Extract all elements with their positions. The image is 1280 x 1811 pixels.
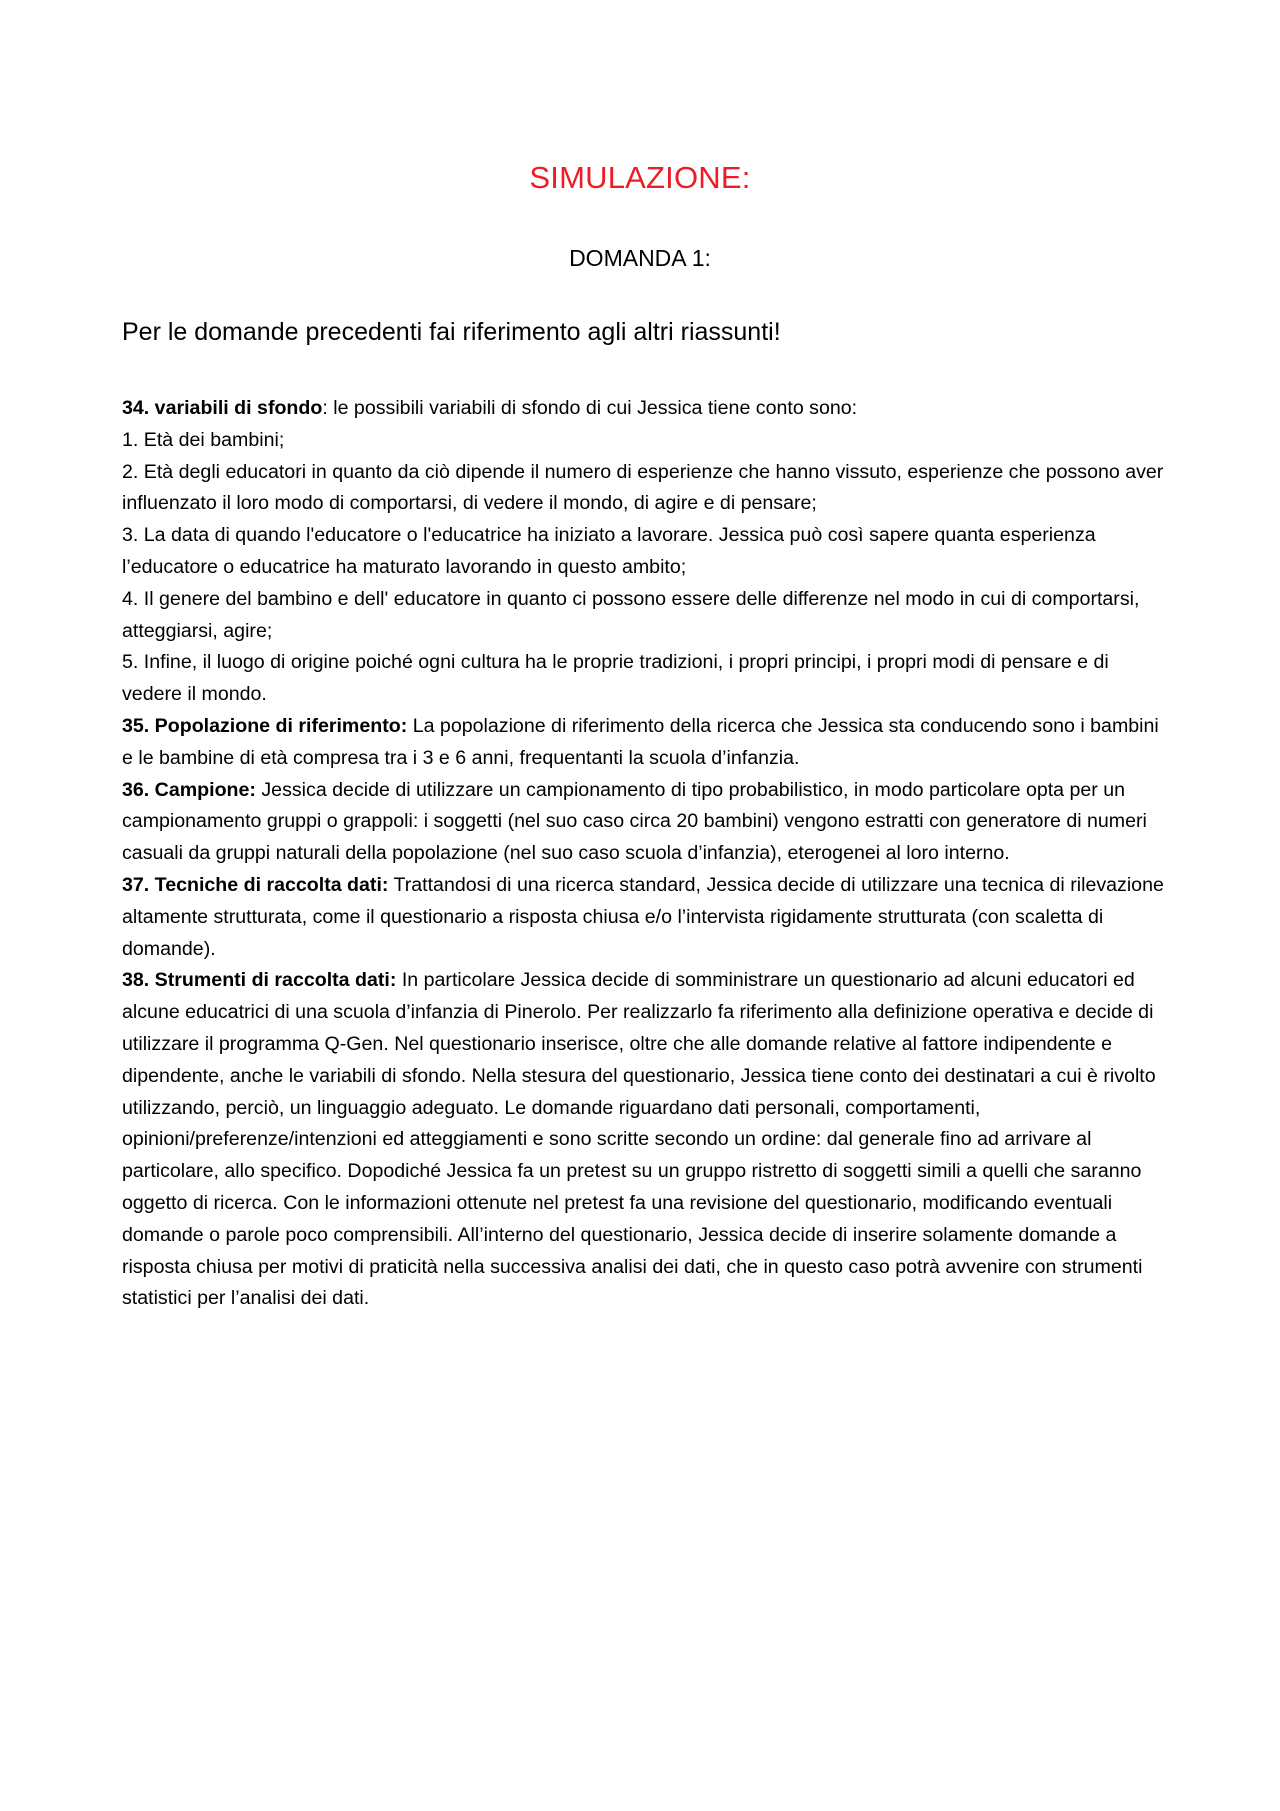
list-item: 2. Età degli educatori in quanto da ciò dipende il numero di esperienze che hanno vissuto, esperienze che possono aver influenzato il loro modo di comportarsi, di vedere il mondo, di agire e di pensare; [122,460,1164,515]
section-background-variables [122,393,1172,711]
section-text: In particolare Jessica decide di somministrare un questionario ad alcuni educatori ed alcune educatrici di una scuola d’infanzia di Pinerolo. Per realizzarlo fa riferimento alla definizione operativa e decide di utilizzare il programma Q-Gen. Nel questionario inserisce, oltre che alle domande relative al fattore indipendente e dipendente, anche le variabili di sfondo. Nella stesura del questionario, Jessica tiene conto dei destinatari a cui è rivolto utilizzando, perciò, un linguaggio adeguato. Le domande riguardano dati personali, comportamenti, opinioni/preferenze/intenzioni ed atteggiamenti e sono scritte secondo un ordine: dal generale fino ad arrivare al particolare, allo specifico. Dopodiché Jessica fa un pretest su un gruppo ristretto di soggetti simili a quelli che saranno oggetto di ricerca. Con le informazioni ottenute nel pretest fa una revisione del questionario, modificando eventuali domande o parole poco comprensibili. All’interno del questionario, Jessica decide di inserire solamente domande a risposta chiusa per motivi di praticità nella successiva analisi dei dati, che in questo caso potrà avvenire con strumenti statistici per l’analisi dei dati. [122,969,1156,1310]
list-item: 1. Età dei bambini; [122,428,285,451]
section-reference-population [122,711,1172,775]
section-text: Trattandosi di una ricerca standard, Jessica decide di utilizzare una tecnica di rilevazione altamente strutturata, come il questionario a risposta chiusa e/o l’intervista rigidamente strutturata (con scaletta di domande). [122,873,1164,960]
list-item: 3. La data di quando l'educatore o l'educatrice ha iniziato a lavorare. Jessica può così sapere quanta esperienza l’educatore o educatrice ha maturato lavorando in questo ambito; [122,524,1096,578]
section-heading: 38. Strumenti di raccolta dati: [122,969,397,992]
section-heading: 34. variabili di sfondo [122,397,323,419]
section-data-collection-techniques [122,870,1172,965]
section-text: La popolazione di riferimento della ricerca che Jessica sta conducendo sono i bambini e le bambine di età compresa tra i 3 e 6 anni, frequentanti la scuola d’infanzia. [122,714,1159,769]
list-item: 5. Infine, il luogo di origine poiché ogni cultura ha le proprie tradizioni, i propri principi, i propri modi di pensare e di vedere il mondo. [122,651,1109,706]
section-text: Jessica decide di utilizzare un campionamento di tipo probabilistico, in modo particolare opta per un campionamento gruppi o grappoli: i soggetti (nel suo caso circa 20 bambini) vengono estratti con generatore di numeri casuali da gruppi naturali della popolazione (nel suo caso scuola d’infanzia), eterogenei al loro interno. [122,778,1147,865]
section-heading: 37. Tecniche di raccolta dati: [122,873,389,896]
section-data-collection-tools [122,965,1172,1315]
section-heading: 35. Popolazione di riferimento: [122,714,408,737]
intro-note: Per le domande precedenti fai riferimento agli altri riassunti! [122,318,781,346]
section-heading: 36. Campione: [122,778,256,801]
list-item: 4. Il genere del bambino e dell' educatore in quanto ci possono essere delle differenze nel modo in cui di comportarsi, atteggiarsi, agire; [122,587,1140,642]
question-heading: DOMANDA 1: [569,245,711,271]
document-body [122,393,1172,1315]
section-sample [122,775,1172,870]
page-title: SIMULAZIONE: [529,160,751,195]
section-text: : le possibili variabili di sfondo di cui Jessica tiene conto sono: [322,397,858,419]
